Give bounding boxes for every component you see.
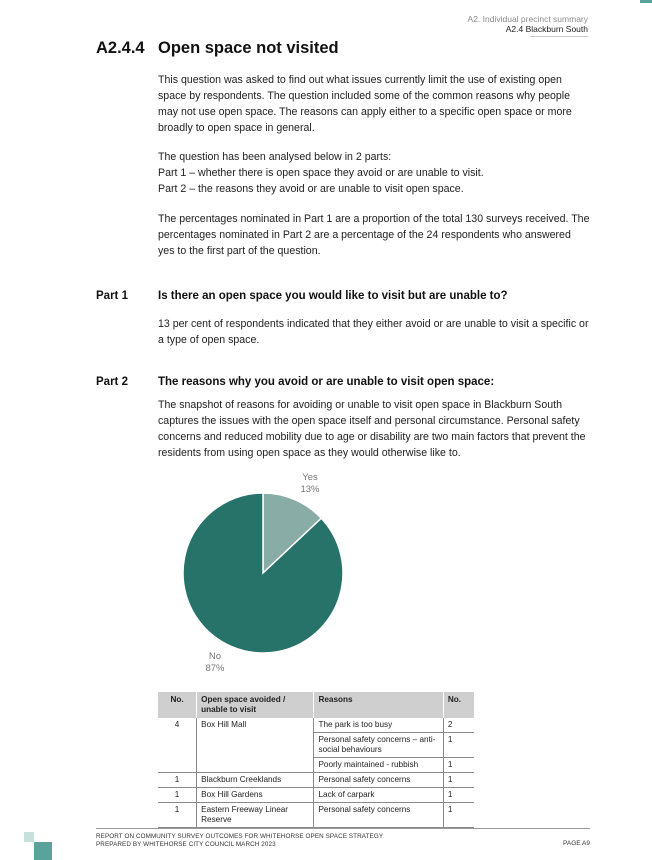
section-title: Open space not visited xyxy=(158,39,339,57)
row-reason: Personal safety concerns xyxy=(314,803,443,828)
part2-text: The snapshot of reasons for avoiding or unable to visit open space in Blackburn South captures the issues with the open space itself and personal circumstance. Personal safety concerns and reduced mobility due to age or disability are two main factors that prevent the residents from using open space as they would otherwise like to. xyxy=(158,399,586,459)
header-reason-count: No. xyxy=(443,692,474,718)
row-count: 4 xyxy=(158,718,197,773)
footer-rule xyxy=(96,828,590,829)
intro-parts-heading: The question has been analysed below in 2 parts: xyxy=(158,151,392,163)
table-row xyxy=(158,773,474,788)
row-place: Box Hill Gardens xyxy=(197,788,314,803)
intro-part1-line: Part 1 – whether there is open space they avoid or are unable to visit. xyxy=(158,167,484,179)
row-reason-count: 1 xyxy=(443,773,474,788)
table-row xyxy=(158,788,474,803)
row-count: 1 xyxy=(158,773,197,788)
row-reason-count: 1 xyxy=(443,803,474,828)
table-row xyxy=(158,803,474,828)
intro-text-3: The percentages nominated in Part 1 are a proportion of the total 130 surveys received. The percentages nominated in Part 2 are a percentage of the 24 respondents who answered yes to the first part of the question. xyxy=(158,213,590,257)
section-number: A2.4.4 xyxy=(96,39,145,57)
pie-label-no-name: No xyxy=(208,651,222,662)
part2-label: Part 2 xyxy=(96,376,128,388)
pie-label-yes xyxy=(280,472,340,496)
running-header-section: A2.4 Blackburn South xyxy=(505,24,588,34)
intro-part2-line: Part 2 – the reasons they avoid or are unable to visit open space. xyxy=(158,183,464,195)
row-reason-count: 1 xyxy=(443,788,474,803)
page-number: PAGE A9 xyxy=(563,840,590,847)
part2-paragraph xyxy=(158,397,590,461)
row-reason: Poorly maintained - rubbish xyxy=(314,758,443,773)
header-rule xyxy=(530,36,588,37)
part1-paragraph xyxy=(158,316,590,348)
row-reason: The park is too busy xyxy=(314,718,443,733)
part1-label: Part 1 xyxy=(96,290,128,302)
row-count: 1 xyxy=(158,803,197,828)
row-reason-count: 1 xyxy=(443,758,474,773)
row-place: Box Hill Mall xyxy=(197,718,314,773)
row-reason: Personal safety concerns – anti-social behaviours xyxy=(314,733,443,758)
pie-label-yes-value: 13% xyxy=(300,484,320,495)
reasons-table xyxy=(158,692,474,828)
header-reasons: Reasons xyxy=(314,692,443,718)
pie-label-no-value: 87% xyxy=(205,663,225,674)
running-header-chapter: A2. Individual precinct summary xyxy=(467,14,588,24)
footer-decor-square-dark xyxy=(34,842,52,860)
part1-text: 13 per cent of respondents indicated that they either avoid or are unable to visit a specific or a type of open space. xyxy=(158,318,589,346)
part2-question: The reasons why you avoid or are unable to visit open space: xyxy=(158,376,495,388)
corner-accent xyxy=(640,0,652,3)
intro-paragraph-1 xyxy=(158,72,590,136)
row-place: Eastern Freeway Linear Reserve xyxy=(197,803,314,828)
row-count: 1 xyxy=(158,788,197,803)
footer-report-title: REPORT ON COMMUNITY SURVEY OUTCOMES FOR WHITEHORSE OPEN SPACE STRATEGY xyxy=(96,833,384,840)
intro-paragraph-2 xyxy=(158,149,590,197)
table-header-row xyxy=(158,692,474,718)
intro-text-1: This question was asked to find out what issues currently limit the use of existing open space by respondents. The question included some of the common reasons why people may not use open space. The reasons can apply either to a specific open space or more broadly to open space in general. xyxy=(158,74,572,134)
row-reason: Personal safety concerns xyxy=(314,773,443,788)
footer-prepared-by: PREPARED BY WHITEHORSE CITY COUNCIL MARCH 2023 xyxy=(96,841,276,848)
row-reason-count: 1 xyxy=(443,733,474,758)
footer-decor-square-light xyxy=(24,832,34,842)
part1-question: Is there an open space you would like to visit but are unable to? xyxy=(158,290,508,302)
row-place: Blackburn Creeklands xyxy=(197,773,314,788)
header-open-space: Open space avoided / unable to visit xyxy=(197,692,314,718)
pie-label-no xyxy=(185,651,245,675)
header-count: No. xyxy=(158,692,197,718)
table-row xyxy=(158,718,474,733)
row-reason-count: 2 xyxy=(443,718,474,733)
row-reason: Lack of carpark xyxy=(314,788,443,803)
intro-paragraph-3 xyxy=(158,211,590,259)
pie-label-yes-name: Yes xyxy=(302,472,318,483)
